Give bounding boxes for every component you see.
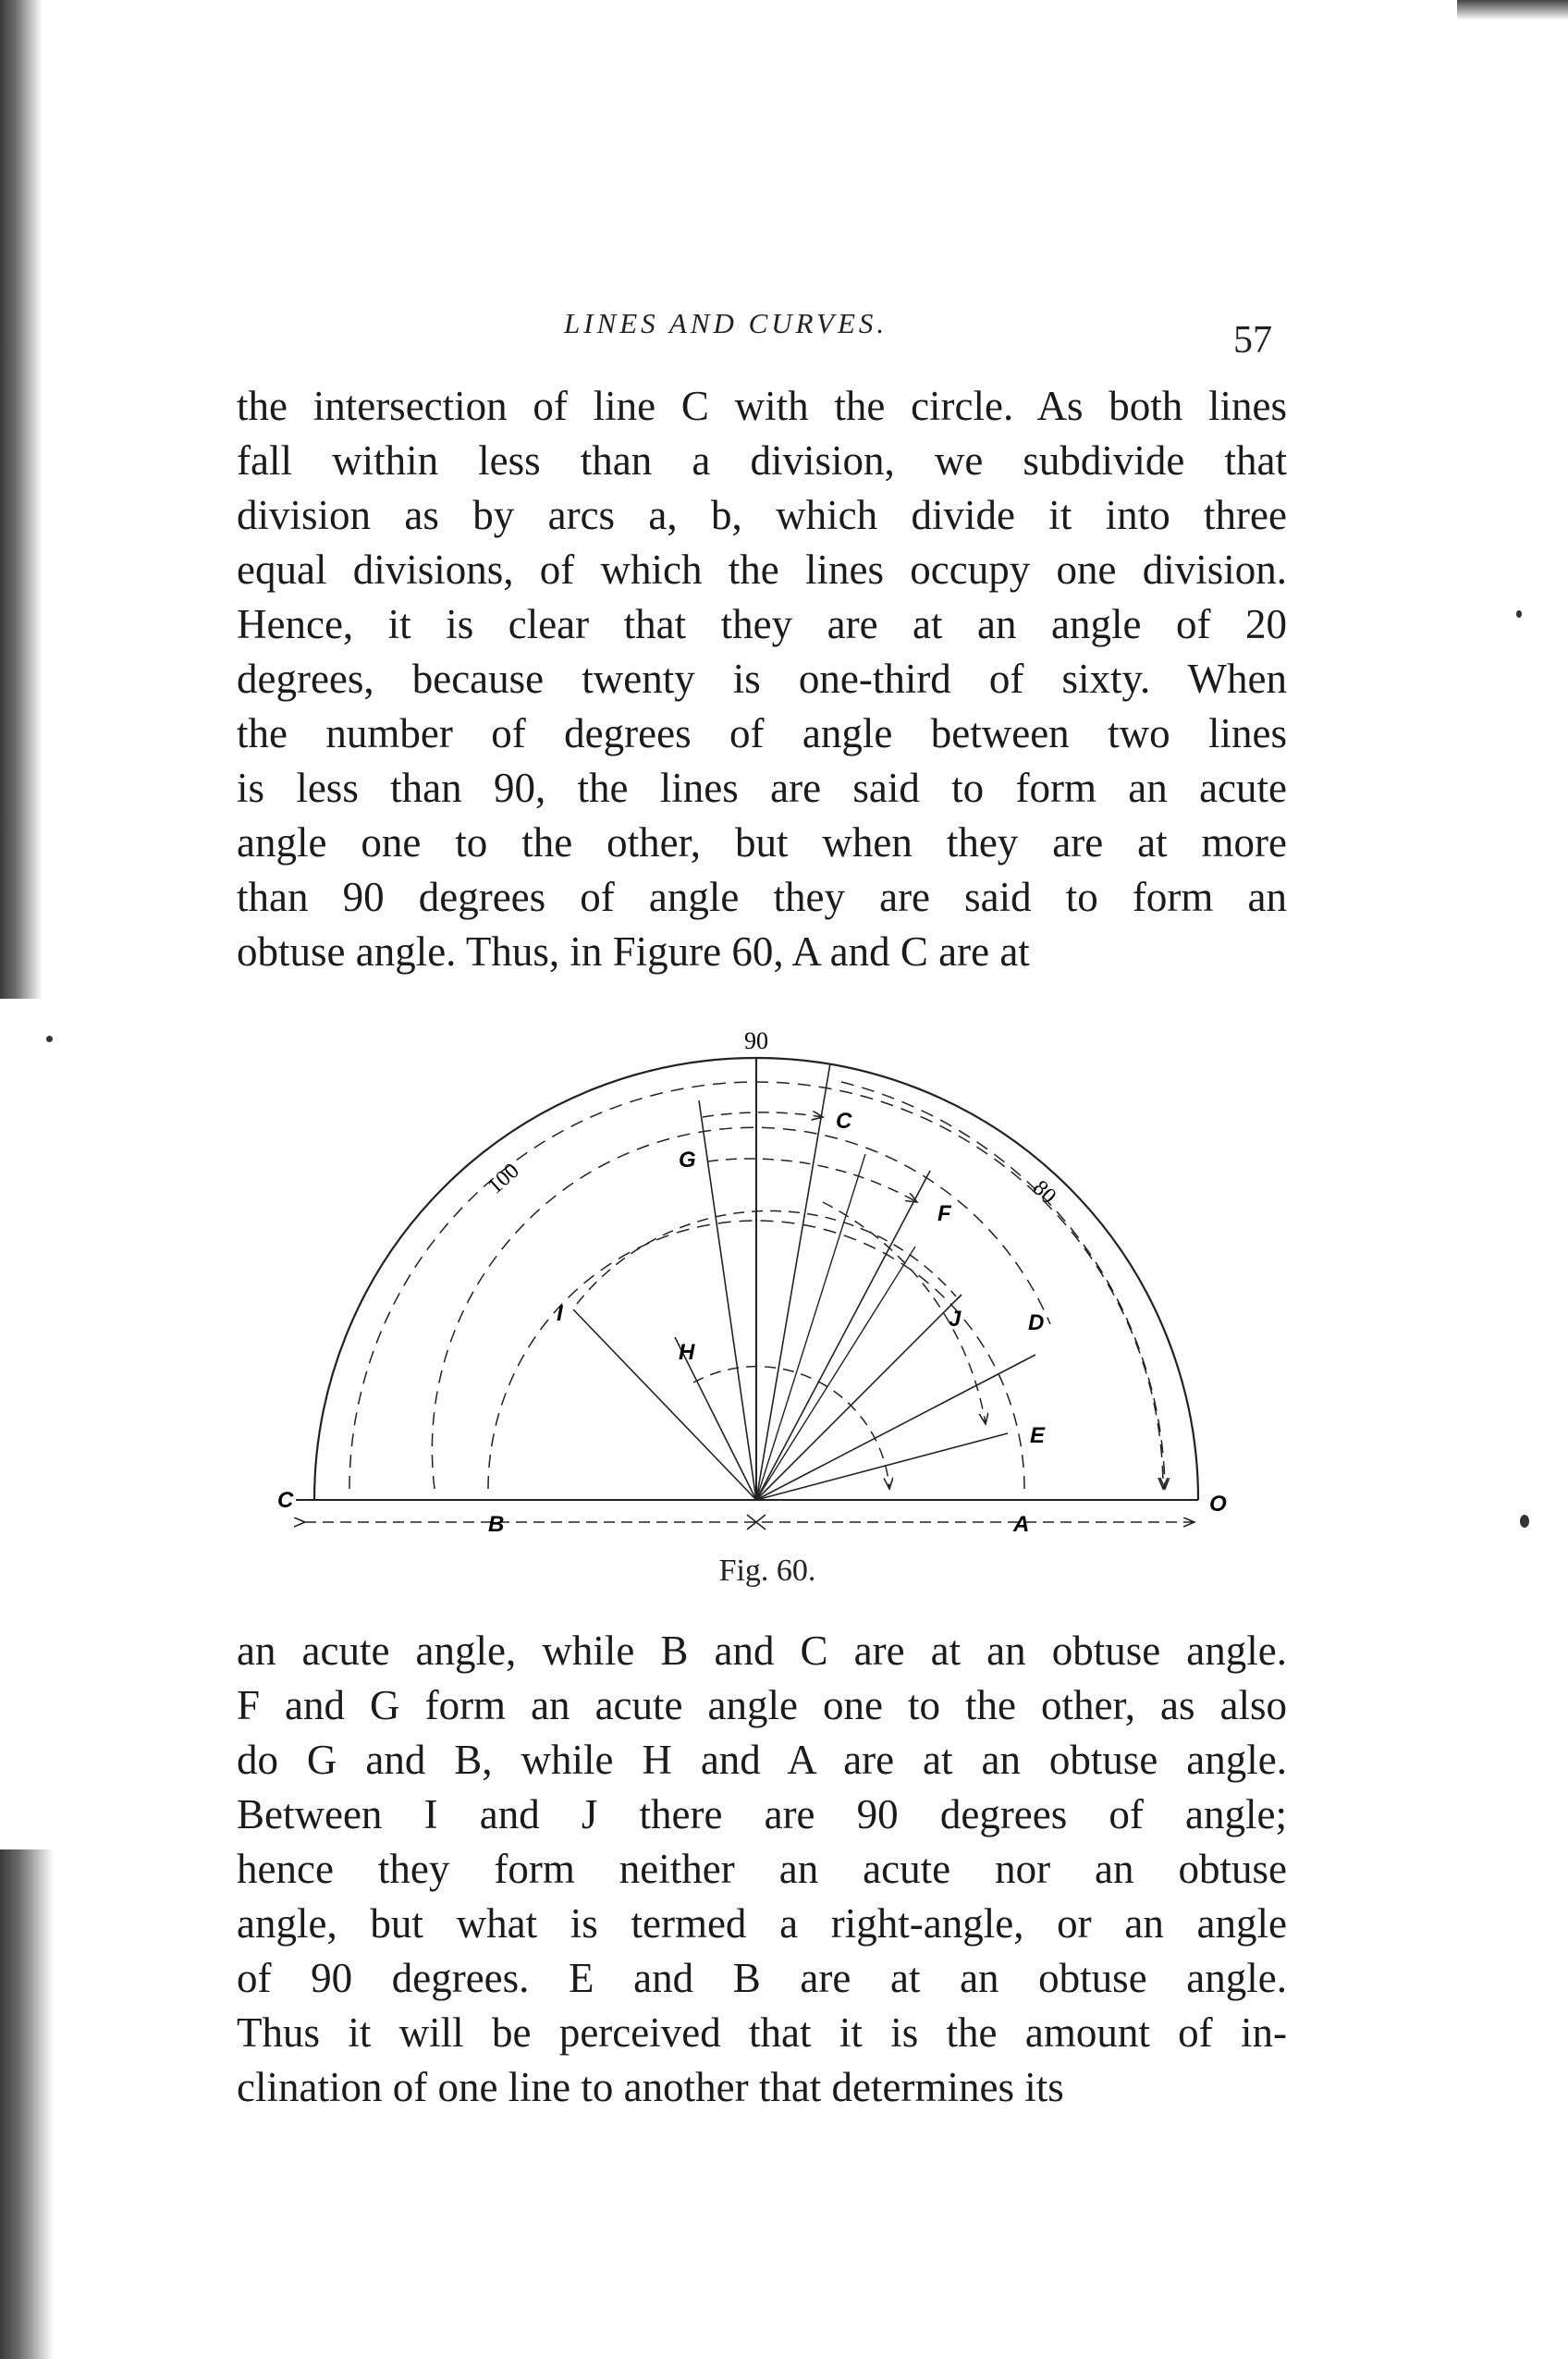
line-c xyxy=(756,1063,830,1500)
page-number: 57 xyxy=(1233,319,1272,362)
text-line: obtuse angle. Thus, in Figure 60, A and C are at xyxy=(237,928,1030,975)
label-h: H xyxy=(679,1340,695,1365)
scan-speck xyxy=(1516,610,1522,618)
text-line: F and G form an acute angle one to the other, as also xyxy=(237,1682,1287,1728)
label-d: D xyxy=(1028,1310,1045,1335)
text-line: division as by arcs a, b, which divide it into three xyxy=(237,492,1287,538)
scan-shadow-top-right xyxy=(1457,0,1568,20)
arc-h-a xyxy=(693,1367,889,1489)
text-line: is less than 90, the lines are said to form an acute xyxy=(237,765,1287,811)
protractor-diagram xyxy=(268,1026,1267,1544)
text-line: than 90 degrees of angle they are said to form an xyxy=(237,874,1287,920)
text-line: angle one to the other, but when they are at more xyxy=(237,819,1287,866)
scan-speck xyxy=(1520,1515,1529,1528)
label-g: G xyxy=(679,1148,696,1173)
line-j xyxy=(756,1295,962,1500)
label-100: 100 xyxy=(483,1159,524,1199)
line-i xyxy=(573,1309,756,1500)
running-head: LINES AND CURVES. xyxy=(564,307,888,339)
figure-60 xyxy=(268,1026,1267,1544)
arc-g-f xyxy=(707,1159,917,1202)
text-line: angle, but what is termed a right-angle, or an angle xyxy=(237,1900,1287,1947)
line-f xyxy=(756,1171,930,1500)
paragraph-2 xyxy=(237,1624,1287,2115)
text-line: clination of one line to another that determines its xyxy=(237,2064,1064,2110)
text-line: the intersection of line C with the circle. As both lines xyxy=(237,383,1287,429)
scan-shadow-left-top xyxy=(0,0,43,999)
label-i: I xyxy=(557,1301,563,1326)
text-line: degrees, because twenty is one-third of sixty. When xyxy=(237,656,1287,702)
label-90: 90 xyxy=(744,1027,768,1054)
text-line: of 90 degrees. E and B are at an obtuse angle. xyxy=(237,1955,1287,2001)
line-g xyxy=(699,1100,756,1500)
line-d xyxy=(756,1355,1035,1500)
text-line: Between I and J there are 90 degrees of angle; xyxy=(237,1791,1287,1837)
text-line: do G and B, while H and A are at an obtuse angle. xyxy=(237,1737,1287,1783)
text-line: the number of degrees of angle between two lines xyxy=(237,710,1287,756)
label-a: A xyxy=(1013,1512,1030,1537)
paragraph-1 xyxy=(237,379,1287,979)
label-f: F xyxy=(937,1201,951,1226)
line-extra-1 xyxy=(756,1154,865,1500)
figure-caption: Fig. 60. xyxy=(718,1554,816,1588)
line-extra-2 xyxy=(756,1247,915,1500)
scan-speck xyxy=(46,1036,53,1042)
arc-o xyxy=(841,1082,1165,1489)
line-e xyxy=(756,1433,1008,1500)
text-line: equal divisions, of which the lines occupy one division. xyxy=(237,547,1287,593)
label-j: J xyxy=(949,1307,962,1332)
label-b: B xyxy=(488,1512,505,1537)
arc-j-e xyxy=(823,1202,986,1424)
arc-gc xyxy=(703,1112,823,1117)
text-line: Thus it will be perceived that it is the amount of in- xyxy=(237,2009,1287,2056)
label-80: 80 xyxy=(1027,1175,1061,1209)
label-c-top: C xyxy=(836,1109,852,1134)
label-e: E xyxy=(1030,1423,1046,1448)
text-line: Hence, it is clear that they are at an angle of 20 xyxy=(237,601,1287,647)
label-c-left: C xyxy=(277,1488,294,1513)
text-line: fall within less than a division, we subdivide that xyxy=(237,437,1287,484)
text-line: hence they form neither an acute nor an obtuse xyxy=(237,1846,1287,1892)
label-o: O xyxy=(1209,1492,1227,1517)
text-line: an acute angle, while B and C are at an obtuse angle. xyxy=(237,1628,1287,1674)
scan-shadow-left-bottom xyxy=(0,1849,54,2359)
